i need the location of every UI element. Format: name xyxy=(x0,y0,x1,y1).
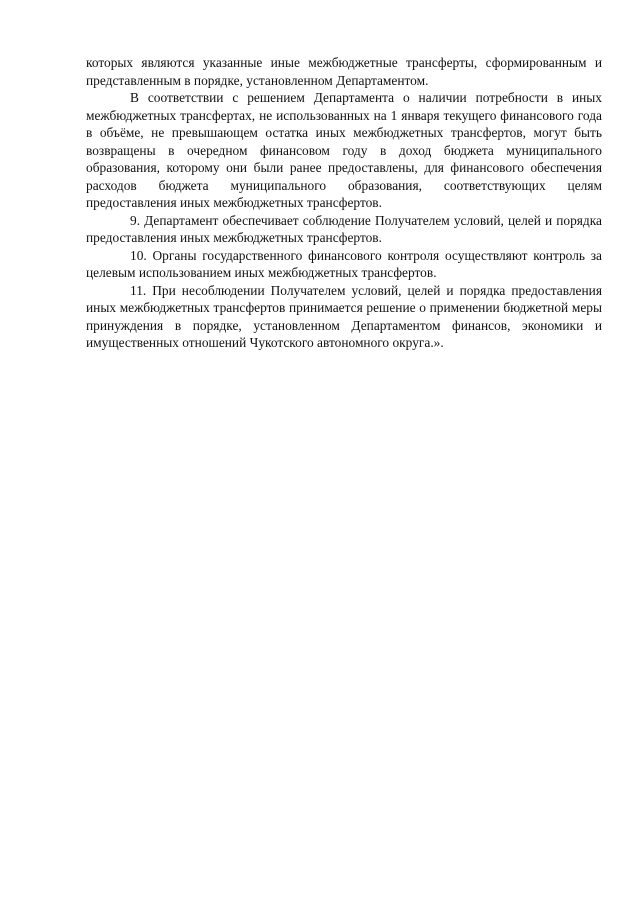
paragraph-continuation: которых являются указанные иные межбюджетные трансферты, сформированным и представленным в порядке, установленном Департаментом. xyxy=(86,55,602,88)
paragraph-item-9: 9. Департамент обеспечивает соблюдение Получателем условий, целей и порядка предоставления иных межбюджетных трансфертов. xyxy=(86,212,602,245)
document-page xyxy=(86,54,602,352)
paragraph-item-11: 11. При несоблюдении Получателем условий, целей и порядка предоставления иных межбюджетных трансфертов принимается решение о применении бюджетной меры принуждения в порядке, установленном Департаментом финансов, экономики и имущественных отношений Чукотского автономного округа.». xyxy=(86,282,602,350)
paragraph-return-of-transfers: В соответствии с решением Департамента о наличии потребности в иных межбюджетных трансфертах, не использованных на 1 января текущего финансового года в объёме, не превышающем остатка иных межбюджетных трансфертов, могут быть возвращены в очередном финансовом году в доход бюджета муниципального образования, которому они были ранее предоставлены, для финансового обеспечения расходов бюджета муниципального образования, соответствующих целям предоставления иных межбюджетных трансфертов. xyxy=(86,90,602,210)
paragraph-item-10: 10. Органы государственного финансового контроля осуществляют контроль за целевым использованием иных межбюджетных трансфертов. xyxy=(86,247,602,280)
